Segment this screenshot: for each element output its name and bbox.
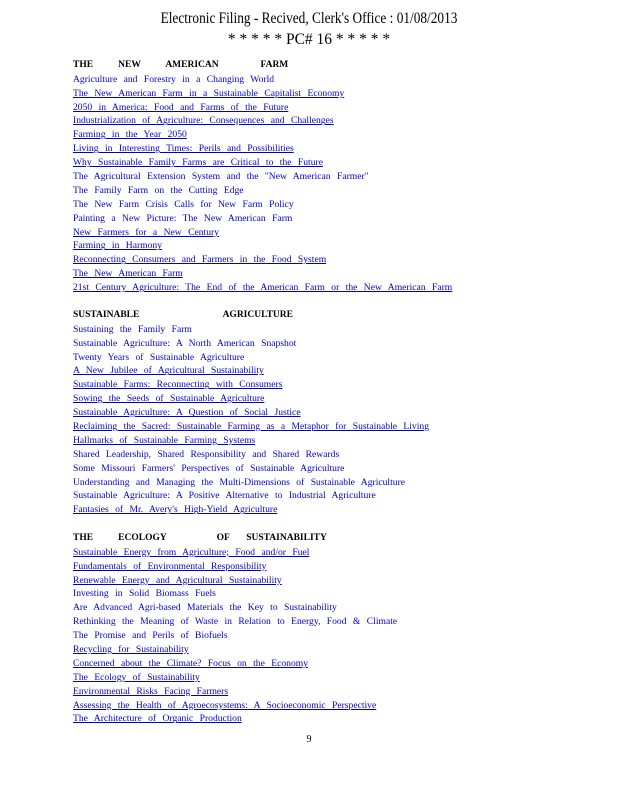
article-link[interactable] — [73, 671, 593, 685]
section-heading: THE ECOLOGY OF SUSTAINABILITY — [73, 533, 327, 543]
article-link[interactable] — [73, 351, 593, 365]
article-link[interactable] — [73, 378, 593, 392]
article-link[interactable] — [73, 226, 593, 240]
article-link-text: Farming in Harmony — [73, 240, 163, 252]
article-link[interactable] — [73, 615, 593, 629]
article-link-text: The Agricultural Extension System and the "New American Farmer" — [73, 171, 369, 183]
section-heading: SUSTAINABLE AGRICULTURE — [73, 310, 293, 320]
article-link[interactable] — [73, 601, 593, 615]
article-link[interactable] — [73, 420, 593, 434]
article-link-text: Understanding and Managing the Multi-Dimensions of Sustainable Agriculture — [73, 476, 406, 488]
filing-stamp-title: Electronic Filing - Recived, Clerk's Office : 01/08/2013 — [160, 10, 458, 27]
article-link-text: 21st Century Agriculture: The End of the American Farm or the New American Farm — [73, 282, 453, 294]
article-link[interactable] — [73, 142, 593, 156]
article-link-text: Renewable Energy and Agricultural Sustainability — [73, 574, 282, 586]
article-link-text: Assessing the Health of Agroecosystems: A Socioeconomic Perspective — [73, 699, 377, 711]
article-link-text: Hallmarks of Sustainable Farming Systems — [73, 434, 256, 446]
article-link[interactable] — [73, 560, 593, 574]
article-link-text: Sustainable Energy from Agriculture; Food and/or Fuel — [73, 546, 310, 558]
article-link[interactable] — [73, 156, 593, 170]
article-link-text: The New Farm Crisis Calls for New Farm Policy — [73, 198, 294, 210]
article-link[interactable] — [73, 503, 593, 517]
article-link-text: Sustaining the Family Farm — [73, 323, 192, 335]
article-link-text: Environmental Risks Facing Farmers — [73, 685, 229, 697]
article-link[interactable] — [73, 462, 593, 476]
article-link[interactable] — [73, 643, 593, 657]
article-link[interactable] — [73, 712, 593, 726]
article-link[interactable] — [73, 128, 593, 142]
article-link-text: Painting a New Picture: The New American Farm — [73, 212, 293, 224]
article-link-text: The New American Farm — [73, 268, 183, 280]
article-link[interactable] — [73, 476, 593, 490]
article-link-text: New Farmers for a New Century — [73, 226, 220, 238]
article-link[interactable] — [73, 587, 593, 601]
article-link-text: Investing in Solid Biomass Fuels — [73, 588, 216, 600]
article-link-text: A New Jubilee of Agricultural Sustainability — [73, 365, 264, 377]
article-link-text: 2050 in America: Food and Farms of the Future — [73, 101, 289, 113]
article-link-text: Some Missouri Farmers' Perspectives of Sustainable Agriculture — [73, 462, 345, 474]
article-link[interactable] — [73, 114, 593, 128]
article-link[interactable] — [73, 392, 593, 406]
article-link-text: Reclaiming the Sacred: Sustainable Farming as a Metaphor for Sustainable Living — [73, 421, 429, 433]
article-link[interactable] — [73, 364, 593, 378]
article-list — [73, 73, 593, 295]
article-link-text: Are Advanced Agri-based Materials the Key to Sustainability — [73, 602, 337, 614]
article-list — [73, 546, 593, 727]
section-heading: THE NEW AMERICAN FARM — [73, 60, 289, 70]
article-link-text: Sustainable Agriculture: A Positive Alternative to Industrial Agriculture — [73, 490, 376, 502]
article-link[interactable] — [73, 184, 593, 198]
article-link-text: Reconnecting Consumers and Farmers in the Food System — [73, 254, 327, 266]
article-link-text: The Architecture of Organic Production — [73, 713, 242, 725]
article-link[interactable] — [73, 239, 593, 253]
article-link[interactable] — [73, 281, 593, 295]
article-link-text: Agriculture and Forestry in a Changing World — [73, 73, 275, 85]
article-list — [73, 323, 593, 517]
article-link-text: The Ecology of Sustainability — [73, 671, 200, 683]
article-link-text: The Family Farm on the Cutting Edge — [73, 184, 244, 196]
article-link-text: Why Sustainable Family Farms are Critical to the Future — [73, 157, 323, 169]
article-link[interactable] — [73, 253, 593, 267]
article-link[interactable] — [73, 448, 593, 462]
article-link-text: Sowing the Seeds of Sustainable Agriculture — [73, 393, 265, 405]
article-link-text: Fundamentals of Environmental Responsibility — [73, 560, 267, 572]
article-link-text: Recycling for Sustainability — [73, 644, 189, 656]
article-link-text: Sustainable Agriculture: A North American Snapshot — [73, 337, 297, 349]
article-link-text: Industrialization of Agriculture: Consequences and Challenges — [73, 115, 334, 127]
article-link[interactable] — [73, 546, 593, 560]
article-link[interactable] — [73, 267, 593, 281]
article-link[interactable] — [73, 434, 593, 448]
article-link-text: Sustainable Agriculture: A Question of Social Justice — [73, 407, 301, 419]
article-link[interactable] — [73, 629, 593, 643]
article-link[interactable] — [73, 337, 593, 351]
article-link-text: Fantasies of Mr. Avery's High-Yield Agriculture — [73, 504, 278, 516]
article-link[interactable] — [73, 170, 593, 184]
article-link-text: Shared Leadership, Shared Responsibility and Shared Rewards — [73, 448, 340, 460]
article-link[interactable] — [73, 87, 593, 101]
article-link[interactable] — [73, 406, 593, 420]
article-link-text: Concerned about the Climate? Focus on the Economy — [73, 657, 309, 669]
article-link-text: The New American Farm in a Sustainable Capitalist Economy — [73, 87, 345, 99]
page-number: 9 — [306, 734, 312, 745]
section-ecology-of-sustainability — [73, 532, 593, 726]
article-link[interactable] — [73, 198, 593, 212]
article-link[interactable] — [73, 323, 593, 337]
filing-stamp-pc-number: * * * * * PC# 16 * * * * * — [227, 31, 391, 48]
article-link[interactable] — [73, 574, 593, 588]
article-link-text: The Promise and Perils of Biofuels — [73, 630, 228, 642]
article-link[interactable] — [73, 101, 593, 115]
article-link[interactable] — [73, 489, 593, 503]
article-link-text: Farming in the Year 2050 — [73, 129, 187, 141]
article-link[interactable] — [73, 212, 593, 226]
section-sustainable-agriculture — [73, 309, 593, 517]
article-link-text: Rethinking the Meaning of Waste in Relation to Energy, Food & Climate — [73, 616, 398, 628]
section-new-american-farm — [73, 59, 593, 295]
article-link[interactable] — [73, 73, 593, 87]
article-link[interactable] — [73, 657, 593, 671]
article-link-text: Sustainable Farms: Reconnecting with Consumers — [73, 379, 283, 391]
article-link-text: Twenty Years of Sustainable Agriculture — [73, 351, 245, 363]
article-link[interactable] — [73, 699, 593, 713]
article-link[interactable] — [73, 685, 593, 699]
article-link-text: Living in Interesting Times: Perils and Possibilities — [73, 143, 294, 155]
